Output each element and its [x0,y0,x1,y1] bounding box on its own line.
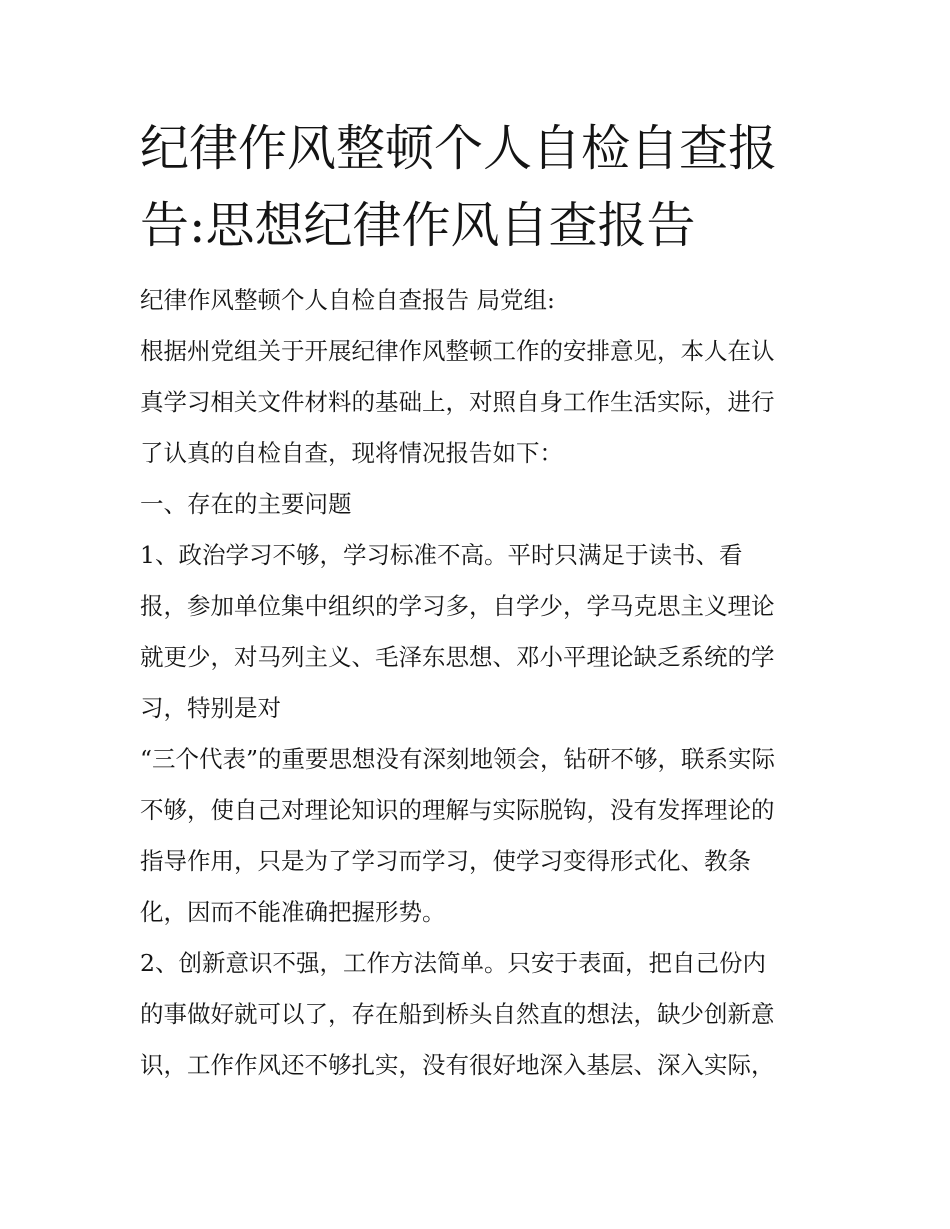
body-line: 真学习相关文件材料的基础上，对照自身工作生活实际，进行 [140,388,775,416]
body-line: 根据州党组关于开展纪律作风整顿工作的安排意见，本人在认 [140,337,775,365]
body-line: 纪律作风整顿个人自检自查报告 局党组: [140,286,555,314]
body-line: 的事做好就可以了，存在船到桥头自然直的想法，缺少创新意 [140,1000,775,1028]
body-line: 化，因而不能准确把握形势。 [140,898,446,926]
body-line: 习，特别是对 [140,694,281,722]
body-line: 报，参加单位集中组织的学习多，自学少，学马克思主义理论 [140,592,775,620]
section-heading: 一、存在的主要问题 [140,490,352,518]
body-line: 1、政治学习不够，学习标准不高。平时只满足于读书、看 [140,541,743,569]
body-line: 不够，使自己对理论知识的理解与实际脱钩，没有发挥理论的 [140,796,775,824]
body-line: 了认真的自检自查，现将情况报告如下： [140,439,563,467]
document-body [140,275,830,1091]
body-line: 就更少，对马列主义、毛泽东思想、邓小平理论缺乏系统的学 [140,643,775,671]
body-line: “三个代表”的重要思想没有深刻地领会，钻研不够，联系实际 [140,745,776,773]
title-line: 告:思想纪律作风自查报告 [140,197,696,254]
body-line: 识，工作作风还不够扎实，没有很好地深入基层、深入实际， [140,1051,775,1079]
body-line: 2、创新意识不强，工作方法简单。只安于表面，把自己份内 [140,949,766,977]
title-line: 纪律作风整顿个人自检自查报 [140,120,778,177]
document-title [140,110,820,264]
body-line: 指导作用，只是为了学习而学习，使学习变得形式化、教条 [140,847,751,875]
